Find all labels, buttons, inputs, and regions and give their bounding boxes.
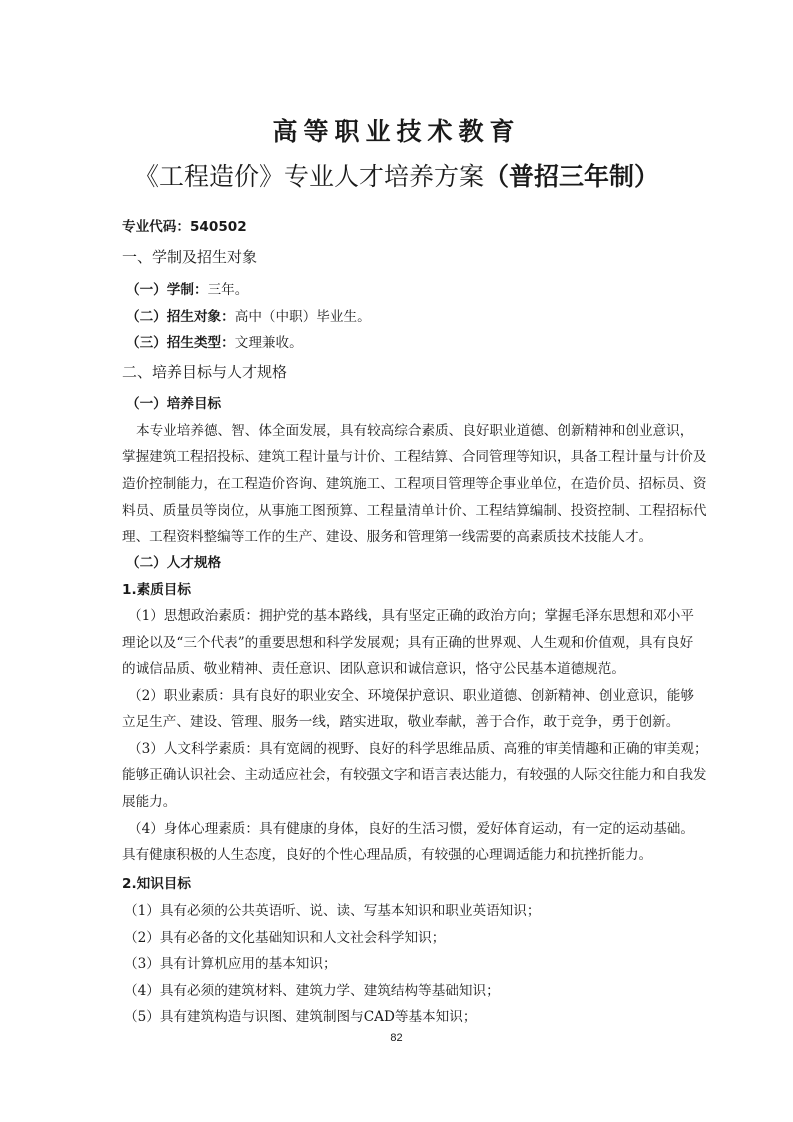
item-value: 三年。 [207, 282, 249, 298]
knowledge-item: （5）具有建筑构造与识图、建筑制图与CAD等基本知识； [124, 1009, 477, 1025]
major-code-label: 专业代码： [122, 219, 190, 235]
section2-heading: 二、培养目标与人才规格 [122, 363, 288, 381]
paragraph-line: （2）职业素质：具有良好的职业安全、环境保护意识、职业道德、创新精神、创业意识，能够 [128, 688, 694, 704]
paragraph-line: 理论以及“三个代表”的重要思想和科学发展观；具有正确的世界观、人生观和价值观，具有良好 [122, 635, 694, 651]
page-number: 82 [390, 1032, 403, 1044]
paragraph-line: 本专业培养德、智、体全面发展，具有较高综合素质、良好职业道德、创新精神和创业意识， [136, 423, 694, 439]
paragraph-line: 料员、质量员等岗位，从事施工图预算、工程量清单计价、工程结算编制、投资控制、工程招标代 [122, 503, 707, 519]
paragraph-line: 的诚信品质、敬业精神、责任意识、团队意识和诚信意识，恪守公民基本道德规范。 [122, 661, 625, 677]
subtitle-bold: （普招三年制） [484, 162, 660, 191]
item-label: （二）招生对象： [126, 309, 235, 325]
paragraph-line: 具有健康积极的人生态度，良好的个性心理品质，有较强的心理调适能力和抗挫折能力。 [122, 847, 653, 863]
knowledge-heading: 2.知识目标 [122, 876, 191, 892]
quality-heading: 1.素质目标 [122, 582, 191, 598]
paragraph-line: 展能力。 [122, 794, 177, 810]
paragraph-line: 理、工程资料整编等工作的生产、建设、服务和管理第一线需要的高素质技术技能人才。 [122, 529, 653, 545]
item-label: （三）招生类型： [126, 335, 235, 351]
paragraph-line: 能够正确认识社会、主动适应社会，有较强文字和语言表达能力，有较强的人际交往能力和自我发 [122, 767, 707, 783]
section1-item [126, 281, 248, 299]
knowledge-item: （3）具有计算机应用的基本知识； [124, 956, 337, 972]
spec-heading: （二）人才规格 [126, 555, 222, 571]
paragraph-line: （4）身体心理素质：具有健康的身体，良好的生活习惯，爱好体育运动，有一定的运动基础。 [128, 821, 694, 837]
major-code-value: 540502 [189, 219, 247, 235]
knowledge-item: （4）具有必须的建筑材料、建筑力学、建筑结构等基础知识； [124, 983, 500, 999]
paragraph-line: 立足生产、建设、管理、服务一线，踏实进取，敬业奉献，善于合作，敢于竞争，勇于创新。 [122, 714, 680, 730]
knowledge-item: （1）具有必须的公共英语听、说、读、写基本知识和职业英语知识； [124, 903, 541, 919]
goal-heading: （一）培养目标 [126, 396, 222, 412]
paragraph-line: （1）思想政治素质：拥护党的基本路线，具有坚定正确的政治方向；掌握毛泽东思想和邓小平 [128, 608, 694, 624]
paragraph-line: 造价控制能力，在工程造价咨询、建筑施工、工程项目管理等企事业单位，在造价员、招标员、资 [122, 476, 707, 492]
knowledge-item: （2）具有必备的文化基础知识和人文社会科学知识； [124, 930, 446, 946]
document-subtitle [0, 157, 793, 193]
subtitle-main: 《工程造价》专业人才培养方案 [133, 162, 484, 191]
item-value: 文理兼收。 [234, 335, 303, 351]
paragraph-line: 掌握建筑工程招投标、建筑工程计量与计价、工程结算、合同管理等知识，具备工程计量与计价及 [122, 449, 707, 465]
section1-item [126, 308, 371, 326]
major-code [122, 218, 247, 236]
section1-item [126, 334, 303, 352]
section1-heading: 一、学制及招生对象 [122, 248, 258, 266]
document-title: 高等职业技术教育 [272, 117, 521, 146]
paragraph-line: （3）人文科学素质：具有宽阔的视野、良好的科学思维品质、高雅的审美情趣和正确的审美观； [128, 741, 708, 757]
item-value: 高中（中职）毕业生。 [234, 309, 371, 325]
item-label: （一）学制： [126, 282, 208, 298]
